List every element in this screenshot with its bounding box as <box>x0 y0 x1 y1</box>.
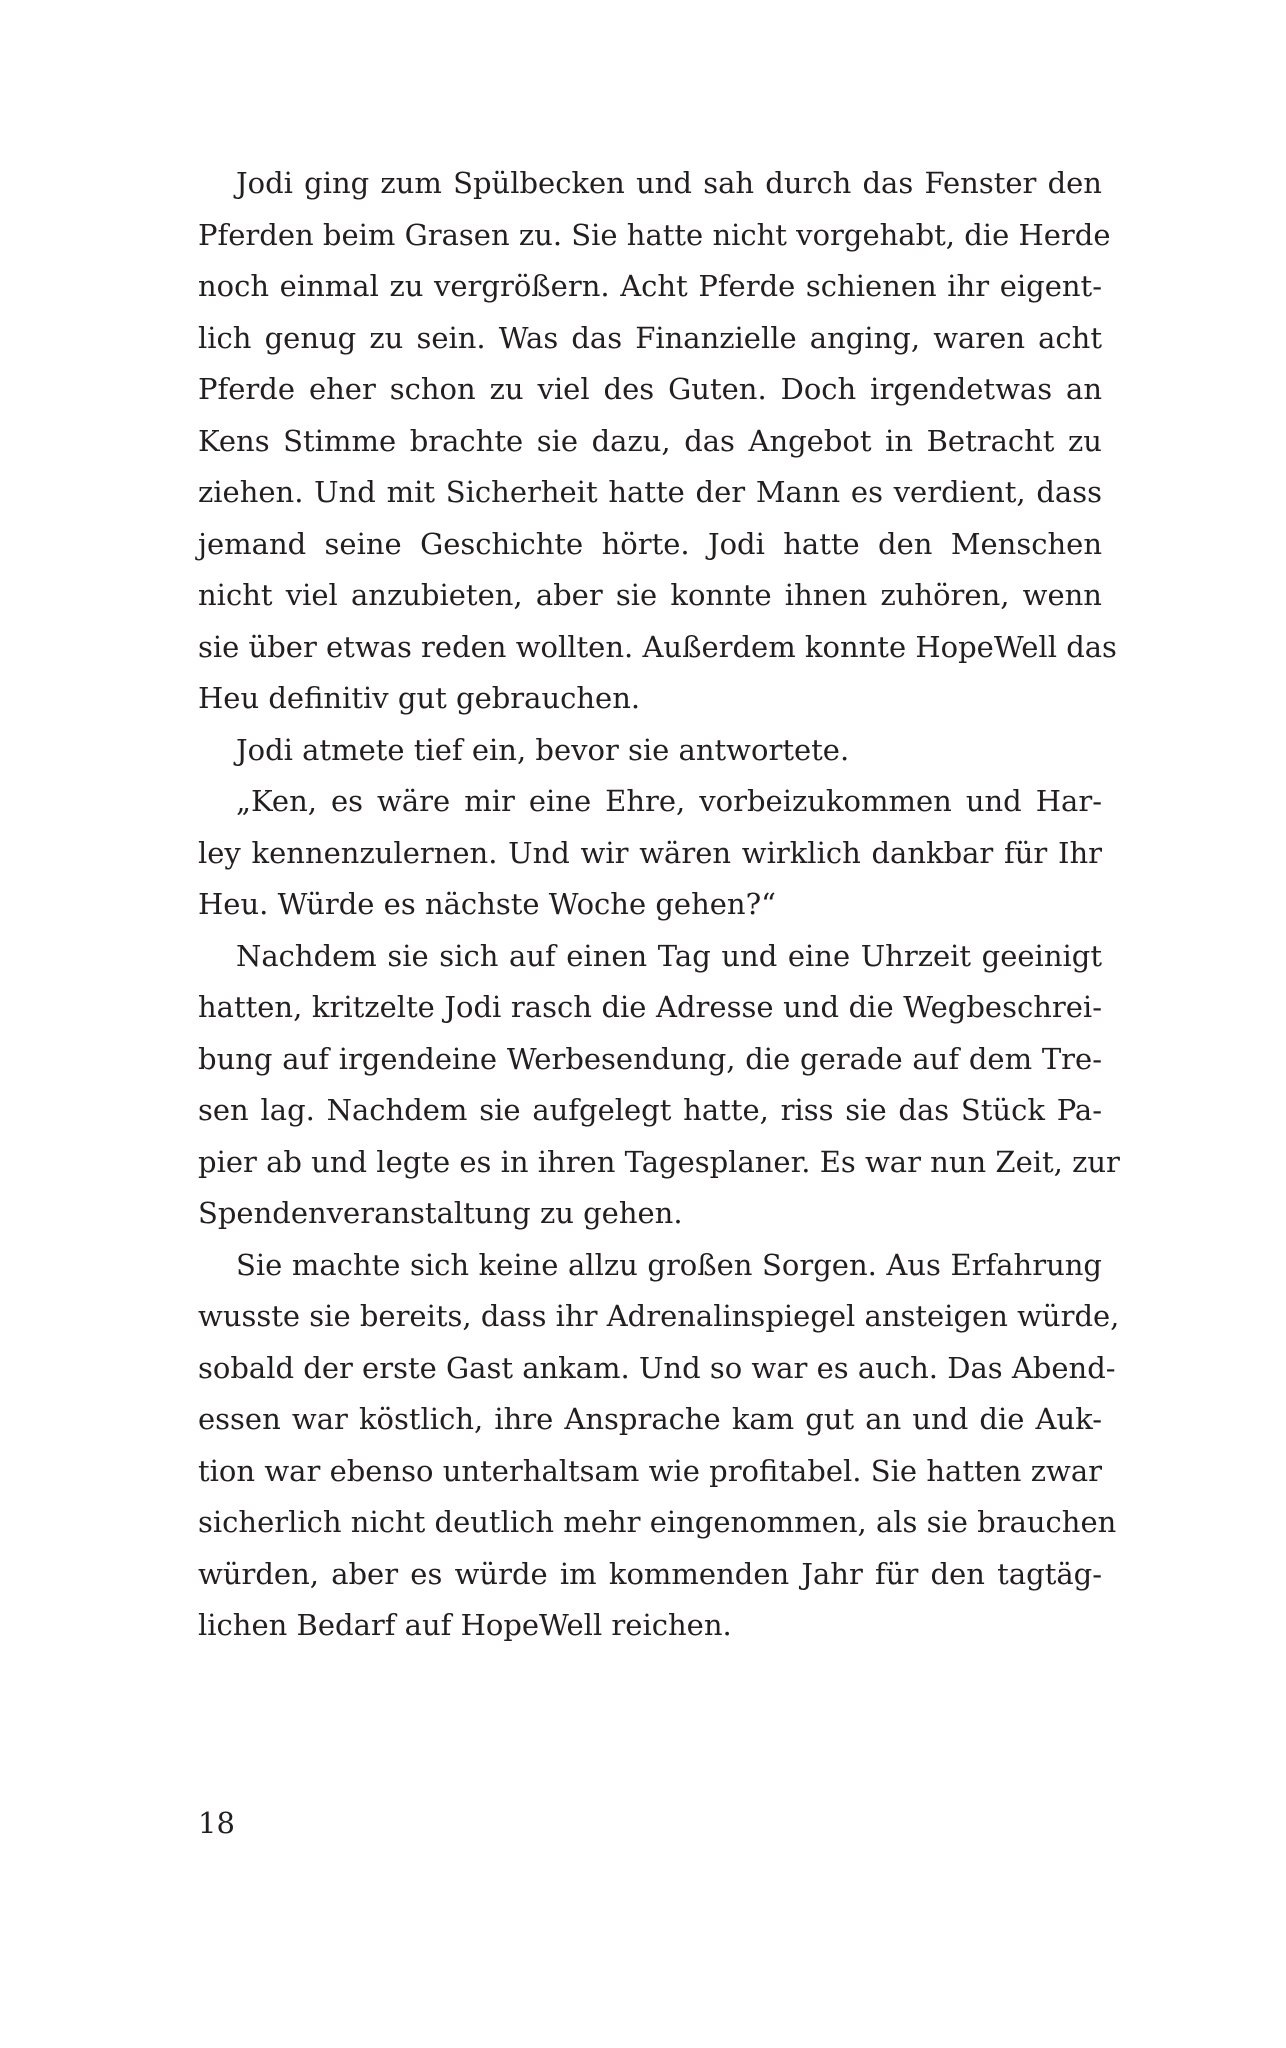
body-text <box>198 158 1120 1652</box>
text-line: jemand seine Geschichte hörte. Jodi hatte den Menschen <box>198 526 1102 561</box>
text-line: sobald der erste Gast ankam. Und so war es auch. Das Abend- <box>198 1350 1116 1385</box>
paragraph <box>198 1240 1120 1652</box>
paragraph <box>198 725 1102 777</box>
text-line: noch einmal zu vergrößern. Acht Pferde schienen ihr eigent- <box>198 269 1102 303</box>
text-line: Sie machte sich keine allzu großen Sorgen. Aus Erfahrung <box>236 1247 1102 1282</box>
text-line: Pferden beim Grasen zu. Sie hatte nicht vorgehabt, die Herde <box>198 217 1111 252</box>
text-line: sicherlich nicht deutlich mehr eingenommen, als sie brauchen <box>198 1505 1117 1539</box>
text-line: lichen Bedarf auf HopeWell reichen. <box>198 1608 732 1642</box>
text-line: lich genug zu sein. Was das Finanzielle anging, waren acht <box>198 320 1102 355</box>
text-line: „Ken, es wäre mir eine Ehre, vorbeizukommen und Har- <box>236 784 1102 818</box>
text-line: Jodi atmete tief ein, bevor sie antwortete. <box>236 732 850 767</box>
text-line: ley kennenzulernen. Und wir wären wirklich dankbar für Ihr <box>198 835 1102 870</box>
text-line: pier ab und legte es in ihren Tagesplaner. Es war nun Zeit, zur <box>198 1144 1120 1179</box>
text-line: würden, aber es würde im kommenden Jahr für den tagtäg- <box>198 1556 1102 1591</box>
text-line: hatten, kritzelte Jodi rasch die Adresse und die Wegbeschrei- <box>198 990 1102 1024</box>
paragraph <box>198 158 1117 725</box>
text-line: essen war köstlich, ihre Ansprache kam gut an und die Auk- <box>198 1402 1102 1436</box>
text-line: bung auf irgendeine Werbesendung, die gerade auf dem Tre- <box>198 1041 1102 1076</box>
text-line: sen lag. Nachdem sie aufgelegt hatte, riss sie das Stück Pa- <box>198 1093 1102 1127</box>
text-line: Heu. Würde es nächste Woche gehen?“ <box>198 887 776 921</box>
text-line: Kens Stimme brachte sie dazu, das Angebot in Betracht zu <box>198 423 1102 458</box>
text-line: Heu definitiv gut gebrauchen. <box>198 681 641 715</box>
text-line: Pferde eher schon zu viel des Guten. Doch irgendetwas an <box>198 372 1102 406</box>
text-line: Jodi ging zum Spülbecken und sah durch das Fenster den <box>236 166 1102 200</box>
page-number: 18 <box>198 1806 235 1840</box>
text-line: Nachdem sie sich auf einen Tag und eine Uhrzeit geeinigt <box>236 938 1102 973</box>
paragraph <box>198 931 1120 1240</box>
paragraph <box>198 776 1102 931</box>
text-line: tion war ebenso unterhaltsam wie profitabel. Sie hatten zwar <box>198 1453 1102 1488</box>
text-line: wusste sie bereits, dass ihr Adrenalinspiegel ansteigen würde, <box>198 1299 1120 1333</box>
text-line: nicht viel anzubieten, aber sie konnte ihnen zuhören, wenn <box>198 578 1102 612</box>
text-line: ziehen. Und mit Sicherheit hatte der Mann es verdient, dass <box>198 475 1102 509</box>
text-line: sie über etwas reden wollten. Außerdem konnte HopeWell das <box>198 629 1117 664</box>
text-line: Spendenveranstaltung zu gehen. <box>198 1196 683 1230</box>
